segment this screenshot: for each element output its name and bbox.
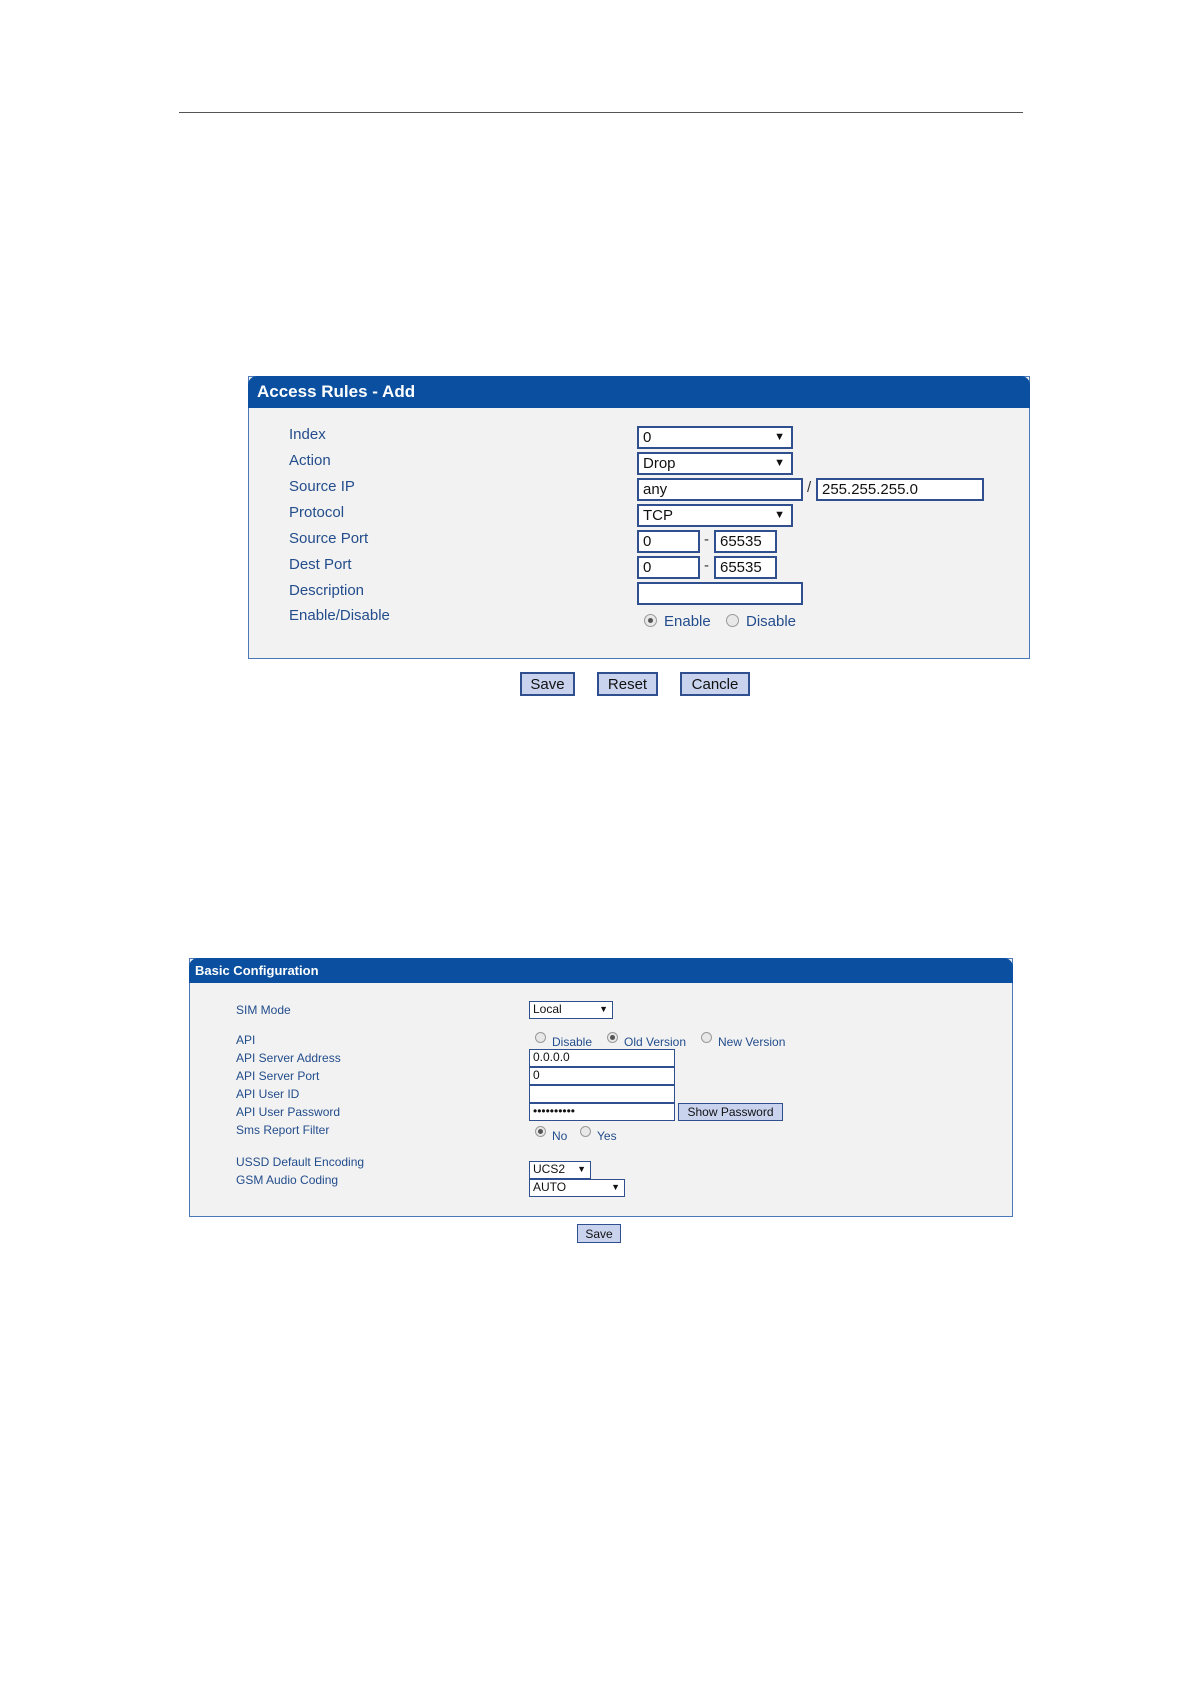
enable-disable-label: Enable/Disable: [289, 607, 390, 624]
basic-configuration-panel: [189, 958, 1013, 1217]
sms-filter-yes-label: Yes: [597, 1129, 617, 1143]
ussd-encoding-select[interactable]: [529, 1161, 591, 1179]
port-range-separator: -: [704, 531, 709, 548]
save-button[interactable]: Save: [520, 672, 575, 696]
gsm-audio-coding-value: AUTO: [533, 1180, 567, 1194]
source-ip-input[interactable]: any: [637, 478, 803, 501]
protocol-label: Protocol: [289, 504, 345, 521]
dropdown-arrow-icon: ▼: [774, 431, 785, 443]
api-server-address-label: API Server Address: [236, 1051, 341, 1065]
api-old-version-label: Old Version: [624, 1035, 687, 1049]
api-user-id-input[interactable]: [529, 1085, 675, 1103]
api-disable-label: Disable: [552, 1035, 593, 1049]
disable-radio[interactable]: [726, 614, 739, 627]
source-ip-label: Source IP: [289, 478, 355, 495]
index-label: Index: [289, 426, 326, 443]
cancel-button[interactable]: Cancle: [680, 672, 750, 696]
sim-mode-label: SIM Mode: [236, 1003, 291, 1017]
sim-mode-select[interactable]: [529, 1001, 613, 1019]
api-server-port-label: API Server Port: [236, 1069, 320, 1083]
protocol-select[interactable]: [637, 504, 793, 527]
dest-port-from-input[interactable]: 0: [637, 556, 700, 579]
api-disable-radio[interactable]: [535, 1032, 546, 1043]
page-top-rule: [179, 112, 1023, 113]
description-label: Description: [289, 582, 365, 599]
gsm-audio-coding-select[interactable]: [529, 1179, 625, 1197]
api-old-version-radio[interactable]: [607, 1032, 618, 1043]
api-new-version-radio[interactable]: [701, 1032, 712, 1043]
show-password-button[interactable]: Show Password: [678, 1103, 783, 1121]
dropdown-arrow-icon: ▼: [774, 457, 785, 469]
port-range-separator: -: [704, 557, 709, 574]
protocol-value: TCP: [643, 507, 673, 524]
sms-filter-no-radio[interactable]: [535, 1126, 546, 1137]
enable-radio[interactable]: [644, 614, 657, 627]
index-value: 0: [643, 429, 652, 446]
ip-mask-separator: /: [807, 479, 812, 496]
basic-config-save-button[interactable]: Save: [577, 1224, 621, 1243]
panel-title: Access Rules - Add: [248, 376, 1030, 408]
api-user-id-label: API User ID: [236, 1087, 300, 1101]
api-server-port-input[interactable]: 0: [529, 1067, 675, 1085]
reset-button[interactable]: Reset: [597, 672, 658, 696]
sms-report-filter-label: Sms Report Filter: [236, 1123, 330, 1137]
api-label: API: [236, 1033, 256, 1047]
dropdown-arrow-icon: ▼: [577, 1164, 586, 1174]
source-port-to-input[interactable]: 65535: [714, 530, 777, 553]
api-new-version-label: New Version: [718, 1035, 786, 1049]
source-port-label: Source Port: [289, 530, 369, 547]
api-server-address-input[interactable]: 0.0.0.0: [529, 1049, 675, 1067]
api-user-password-label: API User Password: [236, 1105, 341, 1119]
ussd-encoding-value: UCS2: [533, 1162, 566, 1176]
dropdown-arrow-icon: ▼: [774, 509, 785, 521]
access-rules-panel: [248, 376, 1030, 659]
sim-mode-value: Local: [533, 1002, 562, 1016]
description-input[interactable]: [637, 582, 803, 605]
dropdown-arrow-icon: ▼: [599, 1004, 608, 1014]
enable-radio-label: Enable: [664, 613, 711, 630]
sms-filter-no-label: No: [552, 1129, 568, 1143]
action-value: Drop: [643, 455, 676, 472]
source-mask-input[interactable]: 255.255.255.0: [816, 478, 984, 501]
action-label: Action: [289, 452, 331, 469]
dest-port-to-input[interactable]: 65535: [714, 556, 777, 579]
sms-filter-yes-radio[interactable]: [580, 1126, 591, 1137]
index-select[interactable]: [637, 426, 793, 449]
api-user-password-input[interactable]: ••••••••••: [529, 1103, 675, 1121]
dest-port-label: Dest Port: [289, 556, 352, 573]
panel-title: Basic Configuration: [189, 958, 1013, 983]
dropdown-arrow-icon: ▼: [611, 1182, 620, 1192]
action-select[interactable]: [637, 452, 793, 475]
gsm-audio-coding-label: GSM Audio Coding: [236, 1173, 339, 1187]
source-port-from-input[interactable]: 0: [637, 530, 700, 553]
disable-radio-label: Disable: [746, 613, 797, 630]
ussd-default-encoding-label: USSD Default Encoding: [236, 1155, 365, 1169]
